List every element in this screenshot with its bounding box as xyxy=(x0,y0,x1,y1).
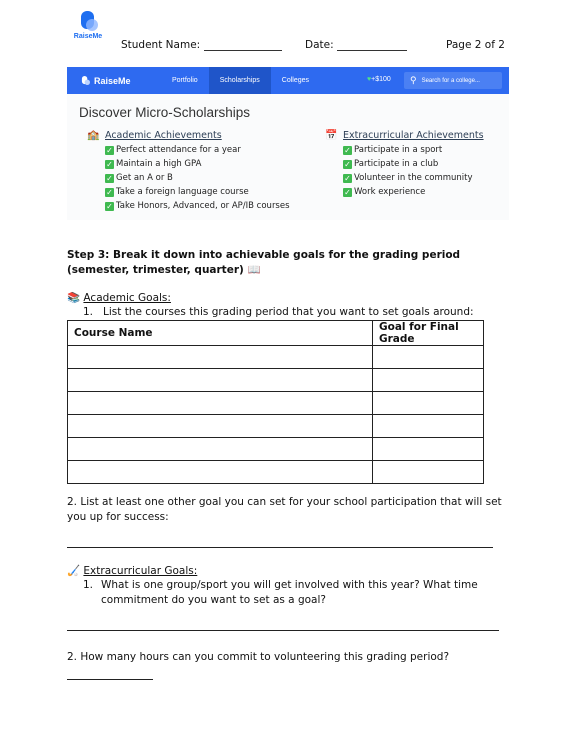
table-row xyxy=(68,392,484,415)
raiseme-logo-icon xyxy=(77,10,99,32)
extracurricular-achievements-column xyxy=(325,130,484,199)
course-cell[interactable] xyxy=(68,461,373,484)
goal-final-grade-header: Goal for Final Grade xyxy=(373,321,484,346)
list-item: ✓ Participate in a club xyxy=(344,159,439,169)
college-search-input[interactable] xyxy=(404,72,502,89)
student-name-blank[interactable] xyxy=(204,40,282,51)
course-name-header: Course Name xyxy=(68,321,373,346)
course-cell[interactable] xyxy=(68,392,373,415)
answer-line-school-goal[interactable] xyxy=(67,547,493,548)
table-row xyxy=(68,438,484,461)
date-line xyxy=(305,39,407,51)
tab-scholarships[interactable]: Scholarships xyxy=(209,67,271,94)
student-name-label: Student Name: xyxy=(121,39,201,51)
brand-mini-icon xyxy=(81,76,90,85)
list-item: ✓ Take a foreign language course xyxy=(106,187,249,197)
notebook-icon: 📖 xyxy=(247,264,261,276)
course-cell[interactable] xyxy=(68,346,373,369)
extracurricular-item-1: 1. What is one group/sport you will get involved with this year? What time commitment do you want to set as a goal? xyxy=(83,579,478,606)
academic-achievements-column xyxy=(87,130,290,213)
check-icon: ✓ xyxy=(344,145,351,155)
list-item: ✓ Perfect attendance for a year xyxy=(106,145,241,155)
page-number: Page 2 of 2 xyxy=(446,39,505,51)
date-label: Date: xyxy=(305,39,334,51)
check-icon: ✓ xyxy=(344,173,351,183)
search-icon: ⚲ xyxy=(410,75,417,85)
academic-item-1: 1. List the courses this grading period that you want to set goals around: xyxy=(83,306,474,318)
calendar-icon: 📅 xyxy=(325,130,338,141)
school-icon: 🏫 xyxy=(87,130,100,141)
earnings-amount: +$100 xyxy=(371,76,391,83)
step-3-heading xyxy=(67,248,497,278)
raiseme-logo xyxy=(72,10,104,40)
answer-line-group-sport[interactable] xyxy=(67,630,499,631)
course-cell[interactable] xyxy=(68,438,373,461)
step-3-text: Step 3: Break it down into achievable goals for the grading period (semester, trimester, quarter) xyxy=(67,249,461,276)
course-cell[interactable] xyxy=(68,415,373,438)
goal-cell[interactable] xyxy=(373,346,484,369)
course-cell[interactable] xyxy=(68,369,373,392)
check-icon: ✓ xyxy=(106,145,113,155)
list-item: ✓ Volunteer in the community xyxy=(344,173,473,183)
student-name-line xyxy=(121,39,282,51)
check-icon: ✓ xyxy=(106,159,113,169)
extracurricular-goals-heading xyxy=(67,564,197,577)
micro-scholarships-title: Discover Micro-Scholarships xyxy=(79,105,251,120)
tab-portfolio[interactable]: Portfolio xyxy=(172,77,198,84)
list-item: ✓ Get an A or B xyxy=(106,173,173,183)
list-item: ✓ Take Honors, Advanced, or AP/IB courses xyxy=(106,201,290,211)
list-item: ✓ Participate in a sport xyxy=(344,145,443,155)
nav-brand[interactable] xyxy=(81,76,161,86)
book-stack-icon: 📚 xyxy=(67,292,81,304)
goal-cell[interactable] xyxy=(373,369,484,392)
date-blank[interactable] xyxy=(337,40,407,51)
extracurricular-item-2: 2. How many hours can you commit to volunteering this grading period? xyxy=(67,650,507,680)
academic-goals-heading xyxy=(67,291,171,304)
check-icon: ✓ xyxy=(106,187,113,197)
search-placeholder: Search for a college... xyxy=(421,77,480,84)
earnings-badge[interactable] xyxy=(367,76,391,83)
goal-cell[interactable] xyxy=(373,438,484,461)
check-icon: ✓ xyxy=(106,201,113,211)
academic-goals-label: Academic Goals: xyxy=(83,292,171,304)
academic-achievements-title[interactable]: Academic Achievements xyxy=(105,130,222,141)
table-row xyxy=(68,461,484,484)
academic-item-2: 2. List at least one other goal you can set for your school participation that will set you up for success: xyxy=(67,496,502,523)
check-icon: ✓ xyxy=(344,159,351,169)
raiseme-screenshot xyxy=(67,67,509,220)
goal-cell[interactable] xyxy=(373,461,484,484)
volunteer-hours-blank[interactable] xyxy=(67,669,153,680)
raiseme-navbar xyxy=(67,67,509,94)
heart-icon: ♥ xyxy=(367,76,372,83)
goal-cell[interactable] xyxy=(373,392,484,415)
table-row xyxy=(68,415,484,438)
check-icon: ✓ xyxy=(106,173,113,183)
check-icon: ✓ xyxy=(344,187,351,197)
list-item: ✓ Work experience xyxy=(344,187,426,197)
table-row xyxy=(68,369,484,392)
extracurricular-achievements-title[interactable]: Extracurricular Achievements xyxy=(343,130,484,141)
nav-brand-label: RaiseMe xyxy=(94,75,131,86)
logo-text: RaiseMe xyxy=(73,33,103,40)
extracurricular-goals-label: Extracurricular Goals: xyxy=(83,565,198,577)
table-row xyxy=(68,346,484,369)
course-goals-table xyxy=(67,320,484,484)
tab-colleges[interactable]: Colleges xyxy=(281,77,310,84)
sports-icon: 🏑 xyxy=(67,565,81,577)
goal-cell[interactable] xyxy=(373,415,484,438)
list-item: ✓ Maintain a high GPA xyxy=(106,159,202,169)
table-header-row xyxy=(68,321,484,346)
